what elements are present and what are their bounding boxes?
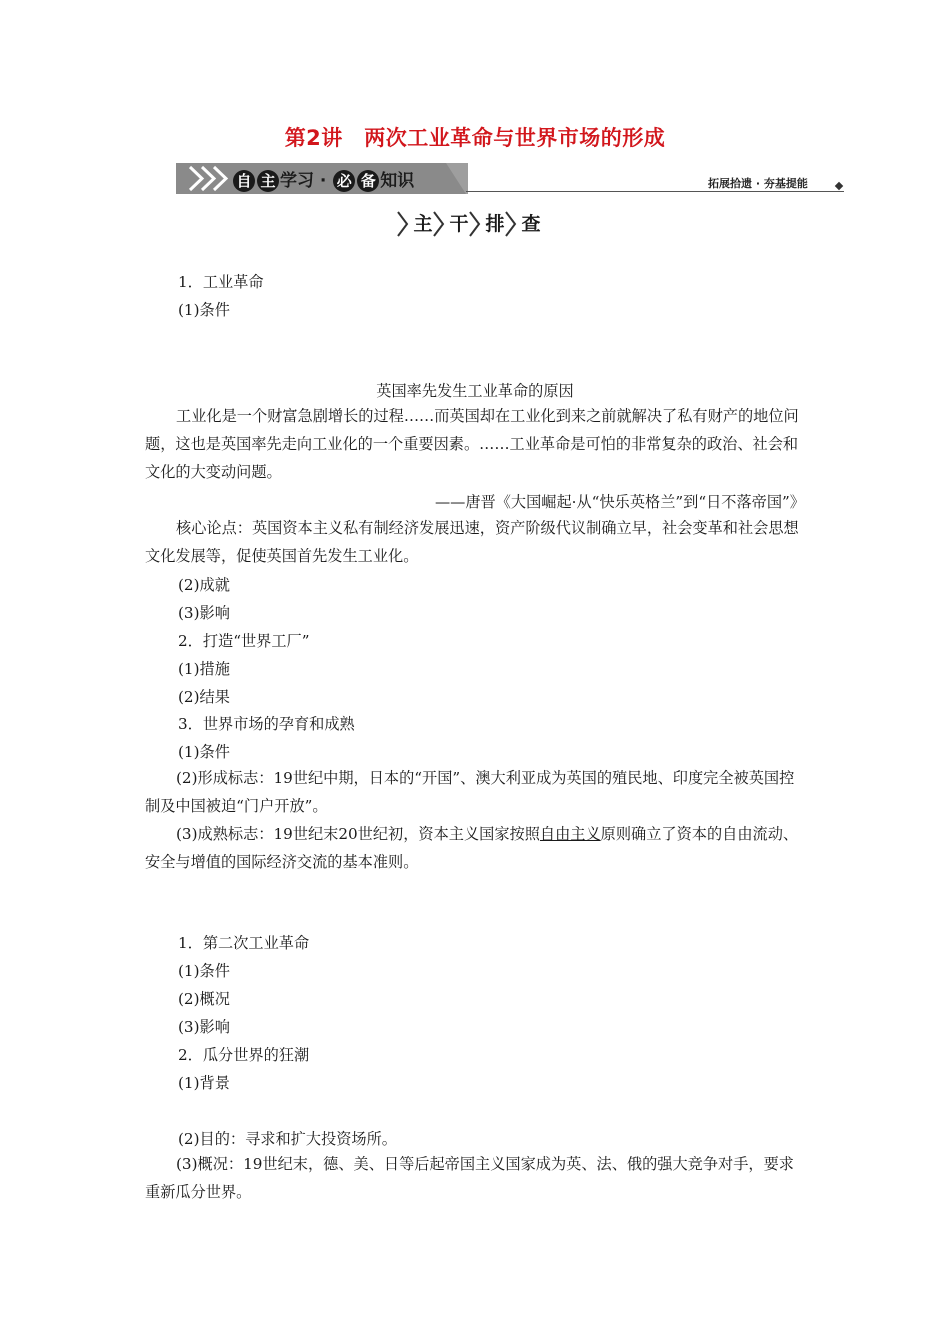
- subheading-market-conditions: (1)条件: [178, 743, 230, 761]
- maturity-mark: (3)成熟标志：19世纪末20世纪初，资本主义国家按照自由主义原则确立了资本的自由流动、安全与增值的国际经济交流的基本准则。: [145, 825, 799, 871]
- subheading-results: (2)结果: [178, 688, 230, 706]
- banner-text-study: 学习 ·: [280, 171, 333, 191]
- page-title: 第2讲 两次工业革命与世界市场的形成: [284, 126, 666, 150]
- heading-partition: 2．瓜分世界的狂潮: [178, 1046, 310, 1064]
- core-argument: 核心论点：英国资本主义私有制经济发展迅速，资产阶级代议制确立早，社会变革和社会思想文化发展等，促使英国首先发生工业化。: [145, 519, 799, 565]
- banner-char-zhu: 主: [257, 170, 279, 192]
- banner-char-zi: 自: [233, 170, 255, 192]
- banner-label: [232, 166, 414, 192]
- banner-text-knowledge: 知识: [380, 171, 415, 191]
- underlined-liberalism: 自由主义: [539, 825, 601, 843]
- subheading-background: (1)背景: [178, 1074, 230, 1092]
- tag-pai: 排: [472, 209, 502, 239]
- formation-mark: (2)形成标志：19世纪中期，日本的“开国”、澳大利亚成为英国的殖民地、印度完全被英国控制及中国被迫“门户开放”。: [145, 769, 795, 815]
- subheading-purpose: (2)目的：寻求和扩大投资场所。: [178, 1130, 397, 1148]
- box-title: 英国率先发生工业革命的原因: [376, 382, 574, 400]
- tag-gan: 干: [436, 209, 466, 239]
- tag-row: [400, 209, 560, 239]
- subheading-second-conditions: (1)条件: [178, 962, 230, 980]
- subheading-achievements: (2)成就: [178, 576, 230, 594]
- banner-rule: [466, 191, 844, 192]
- subheading-measures: (1)措施: [178, 660, 230, 678]
- box-paragraph: 工业化是一个财富急剧增长的过程……而英国却在工业化到来之前就解决了私有财产的地位问题，这也是英国率先走向工业化的一个重要因素。……工业革命是可怕的非常复杂的政治、社会和文化的大变动问题。: [145, 407, 799, 481]
- subheading-overview: (2)概况: [178, 990, 230, 1008]
- heading-world-market: 3．世界市场的孕育和成熟: [178, 715, 355, 733]
- heading-industrial-revolution: 1．工业革命: [178, 273, 264, 291]
- subheading-conditions: (1)条件: [178, 301, 230, 319]
- tag-zhu: 主: [400, 209, 430, 239]
- tag-cha: 查: [508, 209, 538, 239]
- heading-second-revolution: 1．第二次工业革命: [178, 934, 310, 952]
- partition-overview: (3)概况：19世纪末，德、美、日等后起帝国主义国家成为英、法、俄的强大竞争对手，要求重新瓜分世界。: [145, 1155, 794, 1201]
- diamond-icon: [835, 182, 843, 190]
- banner-right-label: 拓展拾遗 · 夯基提能: [708, 177, 808, 190]
- banner-char-bi: 必: [333, 170, 355, 192]
- banner-char-bei: 备: [357, 170, 379, 192]
- box-source: ——唐晋《大国崛起·从“快乐英格兰”到“日不落帝国”》: [434, 493, 805, 511]
- heading-world-factory: 2．打造“世界工厂”: [178, 632, 310, 650]
- subheading-impact: (3)影响: [178, 604, 230, 622]
- subheading-second-impact: (3)影响: [178, 1018, 230, 1036]
